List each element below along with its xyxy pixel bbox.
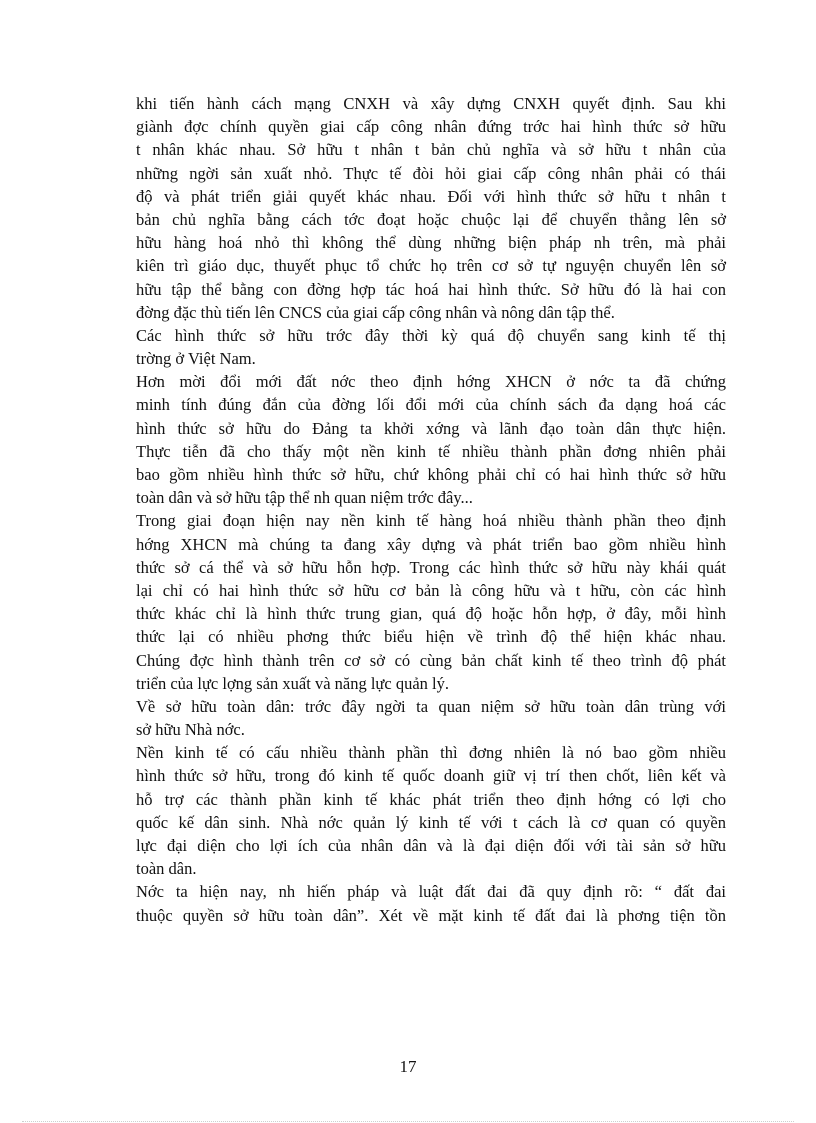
text-line: lực đại diện cho lợi ích của nhân dân và là đại diện đối với tài sản sở hữu <box>136 836 726 855</box>
text-line: trờng ở Việt Nam. <box>136 349 256 369</box>
text-line: Nền kinh tế có cấu nhiều thành phần thì đơng nhiên là nó bao gồm nhiều <box>136 743 726 763</box>
text-line: Hơn mời đổi mới đất nớc theo định hớng XHCN ở nớc ta đã chứng <box>136 372 726 392</box>
text-line: Trong giai đoạn hiện nay nền kinh tế hàng hoá nhiều thành phần theo định <box>136 511 726 531</box>
text-line: sở hữu Nhà nớc. <box>136 720 245 740</box>
text-line: Thực tiễn đã cho thấy một nền kinh tế nhiều thành phần đơng nhiên phải <box>136 441 726 461</box>
text-line: thức sở cá thể và sở hữu hỗn hợp. Trong các hình thức sở hữu này khái quát <box>136 557 726 577</box>
text-line: kiên trì giáo dục, thuyết phục tổ chức họ trên cơ sở tự nguyện chuyển lên sở <box>136 256 726 276</box>
text-line: đờng đặc thù tiến lên CNCS của giai cấp công nhân và nông dân tập thể. <box>136 302 615 322</box>
text-line: quốc kế dân sinh. Nhà nớc quản lý kinh tế với t cách là cơ quan có quyền <box>136 812 726 832</box>
text-line: bản chủ nghĩa bằng cách tớc đoạt hoặc chuộc lại để chuyển thẳng lên sở <box>136 209 726 229</box>
text-line: hữu hàng hoá nhỏ thì không thể dùng những biện pháp nh trên, mà phải <box>136 233 726 253</box>
text-line: minh tính đúng đắn của đờng lối đổi mới của chính sách đa dạng hoá các <box>136 395 726 415</box>
text-line: Chúng đợc hình thành trên cơ sở có cùng bản chất kinh tế theo trình độ phát <box>136 650 726 670</box>
page-bottom-divider <box>22 1121 794 1122</box>
text-line: thức lại có nhiều phơng thức biểu hiện về trình độ thể hiện khác nhau. <box>136 627 726 647</box>
text-line: thức khác chỉ là hình thức trung gian, quá độ hoặc hỗn hợp, ở đây, mỗi hình <box>136 604 726 624</box>
text-line: Về sở hữu toàn dân: trớc đây ngời ta quan niệm sở hữu toàn dân trùng với <box>136 696 726 716</box>
text-line: độ và phát triển giải quyết khác nhau. Đối với hình thức sở hữu t nhân t <box>136 186 726 206</box>
text-line: những ngời sản xuất nhỏ. Thực tế đòi hỏi giai cấp công nhân phải có thái <box>136 163 726 183</box>
text-line: t nhân khác nhau. Sở hữu t nhân t bản chủ nghĩa và sở hữu t nhân của <box>136 140 726 160</box>
text-line: toàn dân. <box>136 859 197 879</box>
text-line: giành đợc chính quyền giai cấp công nhân đứng trớc hai hình thức sở hữu <box>136 117 726 137</box>
text-line: thuộc quyền sở hữu toàn dân”. Xét về mặt kinh tế đất đai là phơng tiện tồn <box>136 905 726 925</box>
text-line: hình thức sở hữu do Đảng ta khởi xớng và lãnh đạo toàn dân thực hiện. <box>136 418 726 438</box>
text-line: hình thức sở hữu, trong đó kinh tế quốc doanh giữ vị trí then chốt, liên kết và <box>136 766 726 786</box>
text-line: toàn dân và sở hữu tập thể nh quan niệm trớc đây... <box>136 488 473 508</box>
text-line: bao gồm nhiều hình thức sở hữu, chứ không phải chỉ có hai hình thức sở hữu <box>136 465 726 484</box>
text-line: khi tiến hành cách mạng CNXH và xây dựng CNXH quyết định. Sau khi <box>136 94 726 113</box>
text-line: hữu tập thể bằng con đờng hợp tác hoá hai hình thức. Sở hữu đó là hai con <box>136 279 726 299</box>
text-line: Các hình thức sở hữu trớc đây thời kỳ quá độ chuyển sang kinh tế thị <box>136 325 726 345</box>
text-line: Nớc ta hiện nay, nh hiến pháp và luật đất đai đã quy định rõ: “ đất đai <box>136 882 726 902</box>
body-text <box>136 92 726 927</box>
text-line: triển của lực lợng sản xuất và năng lực quản lý. <box>136 673 449 693</box>
text-line: lại chỉ có hai hình thức sở hữu cơ bản là công hữu và t hữu, còn các hình <box>136 580 726 600</box>
text-line: hớng XHCN mà chúng ta đang xây dựng và phát triển bao gồm nhiều hình <box>136 534 726 554</box>
page-number: 17 <box>399 1057 417 1076</box>
text-line: hỗ trợ các thành phần kinh tế khác phát triển theo định hớng có lợi cho <box>136 789 726 809</box>
